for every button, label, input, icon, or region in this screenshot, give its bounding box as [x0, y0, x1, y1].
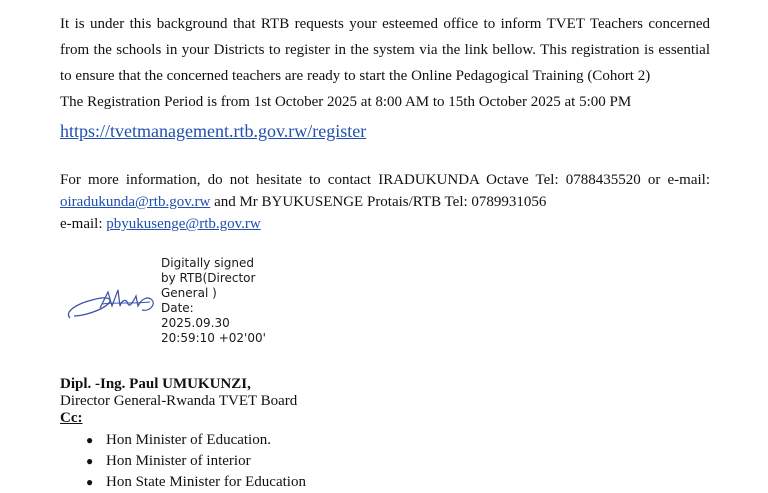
- contact-paragraph: [60, 169, 710, 235]
- registration-paragraph: [60, 11, 710, 115]
- contact-email-1-link[interactable]: oiradukunda@rtb.gov.rw: [60, 194, 211, 210]
- cc-list-item: [86, 451, 306, 472]
- signatory-block: [60, 376, 297, 427]
- contact-line-2: [60, 191, 710, 213]
- signatory-name: Dipl. -Ing. Paul UMUKUNZI,: [60, 376, 251, 392]
- contact-line-1: For more information, do not hesitate to contact IRADUKUNDA Octave Tel: 0788435520 or e-mail:: [60, 172, 710, 188]
- contact-line-2-text: and Mr BYUKUSENGE Protais/RTB Tel: 0789931056: [210, 194, 547, 210]
- cc-list-item: [86, 472, 306, 493]
- email-label: e-mail:: [60, 216, 107, 232]
- signature-line-3: General ): [161, 286, 217, 300]
- contact-email-2-link[interactable]: pbyukusenge@rtb.gov.rw: [106, 216, 261, 232]
- signatory-title: Director General-Rwanda TVET Board: [60, 393, 298, 409]
- paragraph-line-1: It is under this background that RTB requests your esteemed office to inform TVET Teachers concerned: [60, 16, 710, 32]
- registration-link[interactable]: https://tvetmanagement.rtb.gov.rw/register: [60, 121, 367, 141]
- paragraph-line-2: from the schools in your Districts to register in the system via the link bellow. This registration is essential: [60, 42, 710, 58]
- signature-line-5: 2025.09.30: [161, 316, 230, 330]
- paragraph-line-3: to ensure that the concerned teachers are ready to start the Online Pedagogical Training (Cohort 2): [60, 68, 651, 84]
- cc-list-item: [86, 430, 306, 451]
- signature-line-1: Digitally signed: [161, 256, 254, 270]
- bullet-icon: ●: [86, 433, 94, 447]
- signature-line-4: Date:: [161, 301, 194, 315]
- handwritten-signature: [62, 282, 162, 326]
- cc-item-text: Hon State Minister for Education: [106, 474, 306, 490]
- signature-line-2: by RTB(Director: [161, 271, 256, 285]
- paragraph-line-4: The Registration Period is from 1st October 2025 at 8:00 AM to 15th October 2025 at 5:00 PM: [60, 94, 632, 110]
- bullet-icon: ●: [86, 475, 94, 489]
- cc-item-text: Hon Minister of Education.: [106, 432, 271, 448]
- cc-list: [86, 430, 306, 493]
- bullet-icon: ●: [86, 454, 94, 468]
- contact-line-3: [60, 213, 710, 235]
- signature-line-6: 20:59:10 +02'00': [161, 331, 266, 345]
- cc-label: Cc:: [60, 410, 83, 426]
- cc-item-text: Hon Minister of interior: [106, 453, 251, 469]
- digital-signature-stamp: [161, 256, 266, 346]
